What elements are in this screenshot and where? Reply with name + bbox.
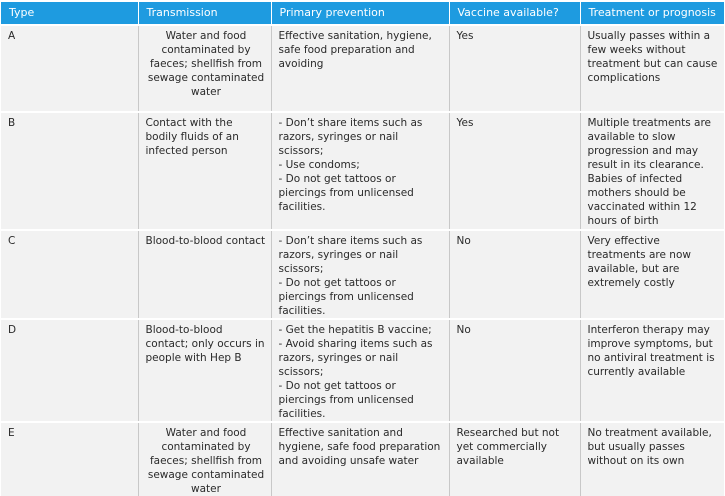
treatment-cell: Usually passes within a few weeks without treatment but can cause complications [580, 25, 724, 112]
treatment-cell: Very effective treatments are now available, but are extremely costly [580, 230, 724, 319]
table-row [1, 422, 724, 496]
table-row [1, 319, 724, 422]
treatment-cell: Interferon therapy may improve symptoms, but no antiviral treatment is currently available [580, 319, 724, 422]
vaccine-cell: Yes [449, 25, 580, 112]
prevention-cell [271, 319, 449, 422]
column-header-transmission: Transmission [138, 2, 271, 25]
transmission-cell: Contact with the bodily fluids of an infected person [138, 112, 271, 230]
column-header-vaccine-available: Vaccine available? [449, 2, 580, 25]
vaccine-cell: Researched but not yet commercially available [449, 422, 580, 496]
prevention-line: - Get the hepatitis B vaccine; [278, 324, 432, 336]
hepatitis-comparison-table [1, 2, 724, 496]
column-header-type: Type [1, 2, 138, 25]
prevention-line: Effective sanitation and hygiene, safe food preparation and avoiding unsafe water [278, 427, 441, 467]
transmission-cell: Blood-to-blood contact [138, 230, 271, 319]
column-header-treatment-prognosis: Treatment or prognosis [580, 2, 724, 25]
prevention-cell [271, 25, 449, 112]
treatment-cell: Multiple treatments are available to slow progression and may result in its clearance. Babies of infected mothers should be vaccinated within 12 hours of birth [580, 112, 724, 230]
prevention-line: - Use condoms; [278, 159, 360, 171]
type-cell: B [1, 112, 138, 230]
vaccine-cell: No [449, 230, 580, 319]
type-cell: E [1, 422, 138, 496]
type-cell: A [1, 25, 138, 112]
column-header-primary-prevention: Primary prevention [271, 2, 449, 25]
header-row [1, 2, 724, 25]
prevention-cell [271, 422, 449, 496]
prevention-line: - Do not get tattoos or piercings from unlicensed facilities. [278, 173, 414, 213]
prevention-line: Effective sanitation, hygiene, safe food preparation and avoiding [278, 30, 432, 70]
prevention-line: - Don’t share items such as razors, syringes or nail scissors; [278, 117, 423, 157]
transmission-cell: Water and food contaminated by faeces; shellfish from sewage contaminated water [138, 422, 271, 496]
prevention-cell [271, 230, 449, 319]
transmission-cell: Blood-to-blood contact; only occurs in people with Hep B [138, 319, 271, 422]
type-cell: D [1, 319, 138, 422]
treatment-cell: No treatment available, but usually passes without on its own [580, 422, 724, 496]
prevention-line: - Do not get tattoos or piercings from unlicensed facilities. [278, 380, 414, 420]
type-cell: C [1, 230, 138, 319]
table-row [1, 112, 724, 230]
prevention-line: - Don’t share items such as razors, syringes or nail scissors; [278, 235, 423, 275]
table-row [1, 25, 724, 112]
prevention-line: - Avoid sharing items such as razors, syringes or nail scissors; [278, 338, 433, 378]
prevention-line: - Do not get tattoos or piercings from unlicensed facilities. [278, 277, 414, 317]
vaccine-cell: Yes [449, 112, 580, 230]
table-row [1, 230, 724, 319]
transmission-cell: Water and food contaminated by faeces; shellfish from sewage contaminated water [138, 25, 271, 112]
prevention-cell [271, 112, 449, 230]
vaccine-cell: No [449, 319, 580, 422]
